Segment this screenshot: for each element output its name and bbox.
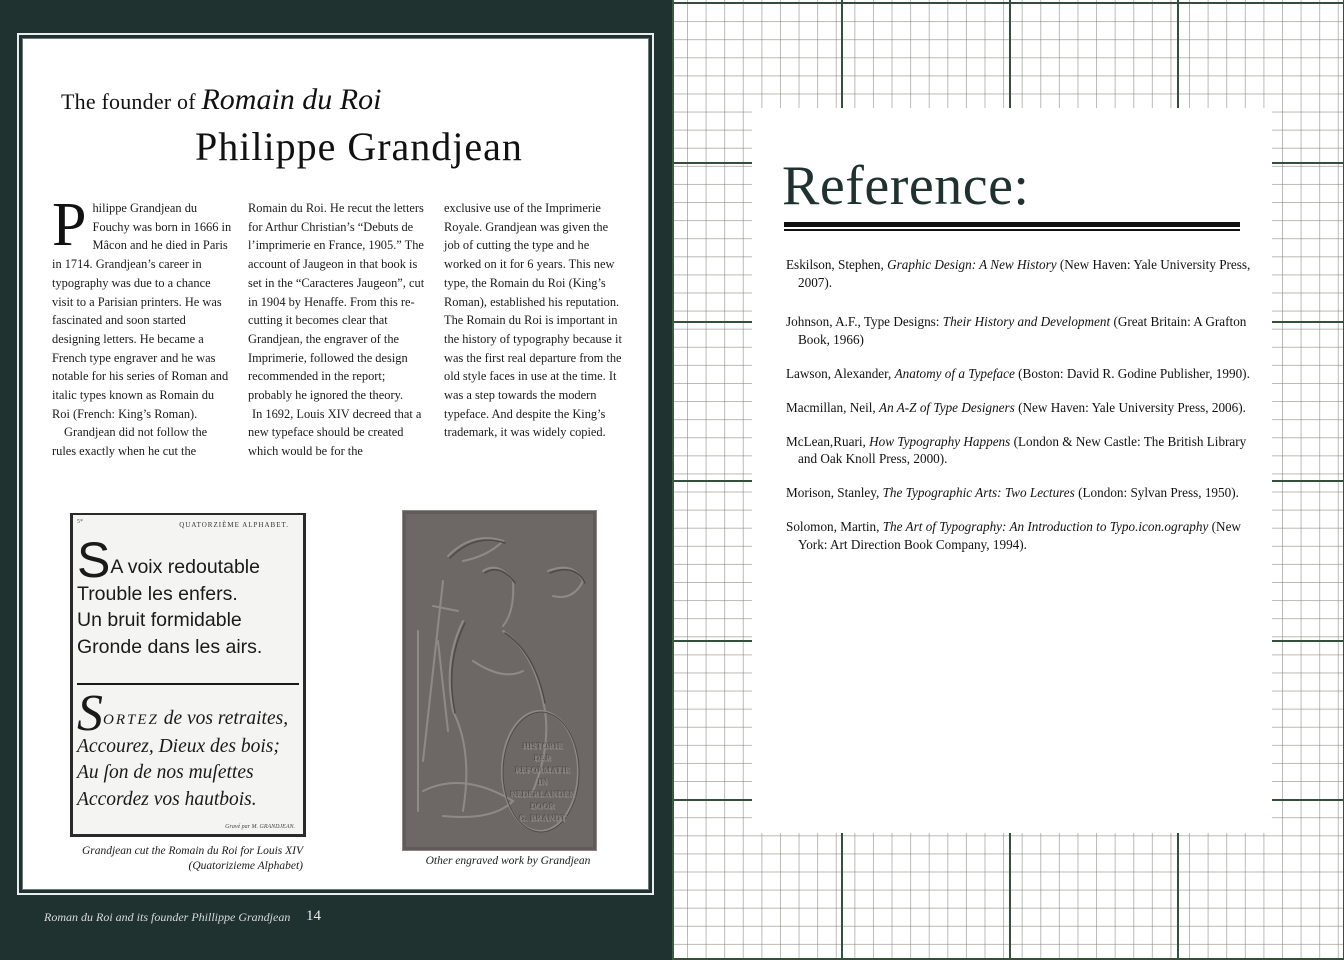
- page-frame: [17, 33, 654, 895]
- paragraph: Philippe Grandjean du Fouchy was born in 1666 in Mâcon and he died in Paris in 1714. Grandjean’s career in typography was due to a chance visit to a Parisian printers. He was fascinated and soon started designing letters. He became a French type engraver and he was notable for his series of Roman and italic types known as Romain du Roi (French: King’s Roman).: [52, 191, 232, 421]
- page-number: 14: [306, 908, 321, 924]
- reference-item: Johnson, A.F., Type Designs: Their History and Development (Great Britain: A Grafton Book, 1966): [786, 314, 1247, 347]
- engraving-cartouche: HISTORIE DER REFORMATIE IN NEDERLANDEN DOOR G. BRANDT: [510, 742, 576, 823]
- specimen-divider: [77, 683, 299, 685]
- reference-card: [752, 108, 1272, 833]
- engraving-image: [402, 510, 597, 851]
- page-content: [22, 38, 649, 890]
- reference-item: McLean,Ruari, How Typography Happens (London & New Castle: The British Library and Oak Knoll Press, 2000).: [786, 433, 1247, 466]
- specimen-roman: SA voix redoutable Trouble les enfers. Un bruit formidable Gronde dans les airs.: [77, 532, 263, 658]
- reference-item: Eskilson, Stephen, Graphic Design: A New History (New Haven: Yale University Press, 2007).: [786, 257, 1251, 290]
- paragraph: Romain du Roi. He recut the letters for Arthur Christian’s “Debuts de l’imprimerie en France, 1905.” The account of Jaugeon in that book is set in the “Caracteres Jaugeon”, cut in 1904 by Henaffe. From this re-cutting it becomes clear that Grandjean, the engraver of the Imprimerie, followed the design recommended in the report; probably he ignored the theory.: [248, 201, 425, 403]
- reference-item: Solomon, Martin, The Art of Typography: An Introduction to Typo.icon.ography (New York: Art Direction Book Company, 1994).: [786, 519, 1241, 552]
- column-1: [52, 191, 232, 461]
- column-2: [248, 199, 428, 461]
- kicker: [61, 83, 381, 117]
- drop-cap: P: [52, 191, 87, 259]
- reference-item: Lawson, Alexander, Anatomy of a Typeface (Boston: David R. Godine Publisher, 1990).: [786, 365, 1250, 381]
- grid-major-line: [674, 2, 1344, 4]
- specimen-italic: SORTEZ de vos retraites, Accourez, Dieux des bois; Au ſon de nos muſettes Accordez vos hautbois.: [77, 685, 289, 810]
- reference-list: [786, 256, 1256, 570]
- specimen-image: 5* QUATORZIÈME ALPHABET. SA voix redoutable Trouble les enfers. Un bruit formidable Gronde dans les airs. SORTEZ de vos retraites, Accourez, Dieux des bois; Au ſon de nos muſettes Accordez vos hautbois. Gravé par M. GRANDJEAN.: [70, 513, 306, 837]
- reference-item: Macmillan, Neil, An A-Z of Type Designers (New Haven: Yale University Press, 2006).: [786, 399, 1246, 415]
- caption-specimen: Grandjean cut the Romain du Roi for Louis XIV (Quatorizieme Alphabet): [81, 845, 303, 872]
- reference-item: Morison, Stanley, The Typographic Arts: Two Lectures (London: Sylvan Press, 1950).: [786, 485, 1239, 500]
- right-page: [672, 0, 1344, 960]
- kicker-prefix: The founder of: [61, 89, 196, 114]
- page-title: Philippe Grandjean: [195, 124, 523, 169]
- title-rule: [784, 229, 1240, 231]
- paragraph: Grandjean did not follow the rules exactly when he cut the: [52, 425, 208, 459]
- reference-title: Reference:: [782, 155, 1030, 217]
- paragraph: In 1692, Louis XIV decreed that a new typeface should be created which would be for the: [248, 406, 422, 459]
- column-3: [444, 199, 624, 461]
- title-rule: [784, 222, 1240, 227]
- paragraph: exclusive use of the Imprimerie Royale. Grandjean was given the job of cutting the type and he worked on it for 6 years. This new type, the Romain du Roi (King’s Roman), established his reputation. The Romain du Roi is important in the history of typography because it was the first real departure from the old style faces in use at the time. It was a step towards the modern typeface. And despite the King’s trademark, it was widely copied.: [444, 201, 622, 440]
- specimen-header: QUATORZIÈME ALPHABET.: [179, 521, 289, 529]
- kicker-italic: Romain du Roi: [201, 83, 382, 116]
- body-columns: [52, 191, 624, 461]
- running-footer: Roman du Roi and its founder Phillippe Grandjean: [44, 910, 291, 924]
- caption-engraving: Other engraved work by Grandjean: [425, 855, 591, 867]
